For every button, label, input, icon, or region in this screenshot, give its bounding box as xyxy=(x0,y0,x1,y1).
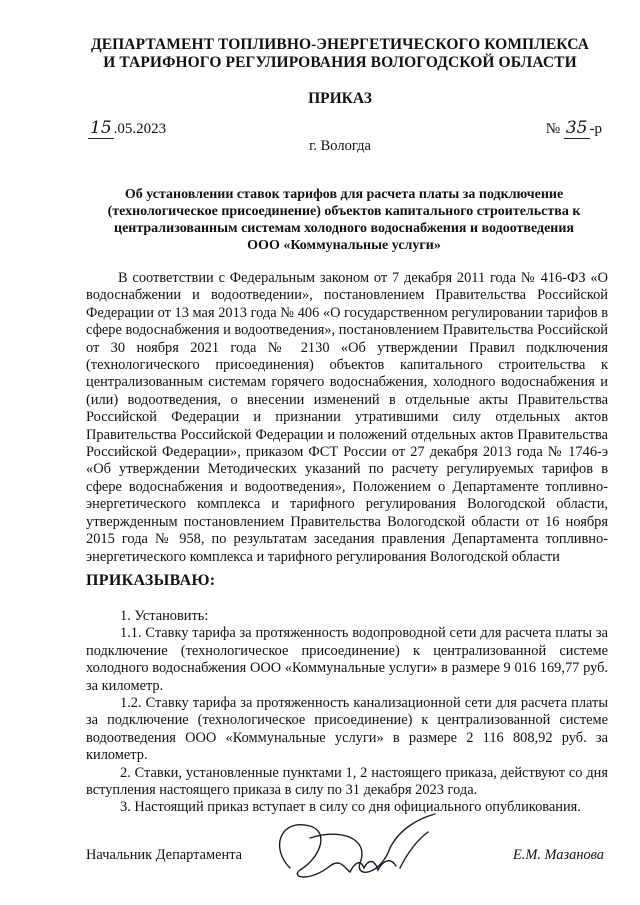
item-3: 3. Настоящий приказ вступает в силу со дня официального опубликования. xyxy=(120,799,581,816)
number-value-handwritten: 35 xyxy=(565,118,588,138)
order-word: ПРИКАЗЫВАЮ: xyxy=(86,572,216,589)
subject-line-1: Об установлении ставок тарифов для расчета платы за подключение xyxy=(124,187,564,202)
date-day-handwritten: 15 xyxy=(90,118,112,138)
document-type: ПРИКАЗ xyxy=(308,90,372,107)
order-subject xyxy=(94,186,594,254)
city: г. Вологда xyxy=(309,138,371,154)
department-line-1: ДЕПАРТАМЕНТ ТОПЛИВНО-ЭНЕРГЕТИЧЕСКОГО КОМПЛЕКСА xyxy=(90,36,590,53)
order-date xyxy=(88,118,166,138)
subject-line-4: ООО «Коммунальные услуги» xyxy=(247,238,441,253)
signatory-title: Начальник Департамента xyxy=(86,847,243,863)
department-header xyxy=(80,36,600,72)
department-line-2: И ТАРИФНОГО РЕГУЛИРОВАНИЯ ВОЛОГОДСКОЙ ОБЛАСТИ xyxy=(103,54,577,71)
item-2: 2. Ставки, установленные пунктами 1, 2 настоящего приказа, действуют со дня вступления настоящего приказа в силу по 31 декабря 2023 года. xyxy=(86,764,608,799)
order-items xyxy=(86,608,608,817)
number-suffix: -р xyxy=(589,121,602,137)
date-rest: .05.2023 xyxy=(113,121,167,137)
preamble xyxy=(86,270,608,566)
subject-line-2: (технологическое присоединение) объектов капитального строительства к xyxy=(107,204,581,219)
signatory-name: Е.М. Мазанова xyxy=(512,847,604,863)
preamble-text: В соответствии с Федеральным законом от 7 декабря 2011 года № 416-ФЗ «О водоснабжении и водоотведении», постановлением Правительства Российской Федерации от 13 мая 2013 года № 406 «О государственном регулировании тарифов в сфере водоснабжения и водоотведения», постановлением Правительства Российской от 30 ноября 2021 года № 2130 «Об утверждении Правил подключения (технологического присоединения) объектов капитального строительства к централизованным системам горячего водоснабжения, холодного водоснабжения и (или) водоотведения, о внесении изменений в отдельные акты Правительства Российской Федерации и признании утратившими силу отдельных актов Правительства Российской Федерации и положений отдельных актов Правительства Российской Федерации», приказом ФСТ России от 27 декабря 2013 года № 1746-э «Об утверждении Методических указаний по расчету регулируемых тарифов в сфере водоснабжения и водоотведения», Положением о Департаменте топливно-энергетического комплекса и тарифного регулирования Вологодской области, утвержденным постановлением Правительства Вологодской области от 16 ноября 2015 года № 958, по результатам заседания правления Департамента топливно-энергетического комплекса и тарифного регулирования Вологодской области xyxy=(86,270,608,565)
item-1-2: 1.2. Ставку тарифа за протяженность канализационной сети для расчета платы за подключение (технологическое присоединение) к централизованной системе водоотведения ООО «Коммунальные услуги» в размере 2 116 808,92 руб. за километр. xyxy=(86,695,608,764)
item-1: 1. Установить: xyxy=(120,608,209,624)
handwritten-signature xyxy=(250,808,450,898)
item-1-1: 1.1. Ставку тарифа за протяженность водопроводной сети для расчета платы за подключение (технологическое присоединение) к централизованной системе холодного водоснабжения ООО «Коммунальные услуги» в размере 9 016 169,77 руб. за километр. xyxy=(86,625,608,694)
order-number xyxy=(546,118,602,138)
subject-line-3: централизованным системам холодного водоснабжения и водоотведения xyxy=(114,221,574,236)
number-prefix: № xyxy=(545,121,561,137)
